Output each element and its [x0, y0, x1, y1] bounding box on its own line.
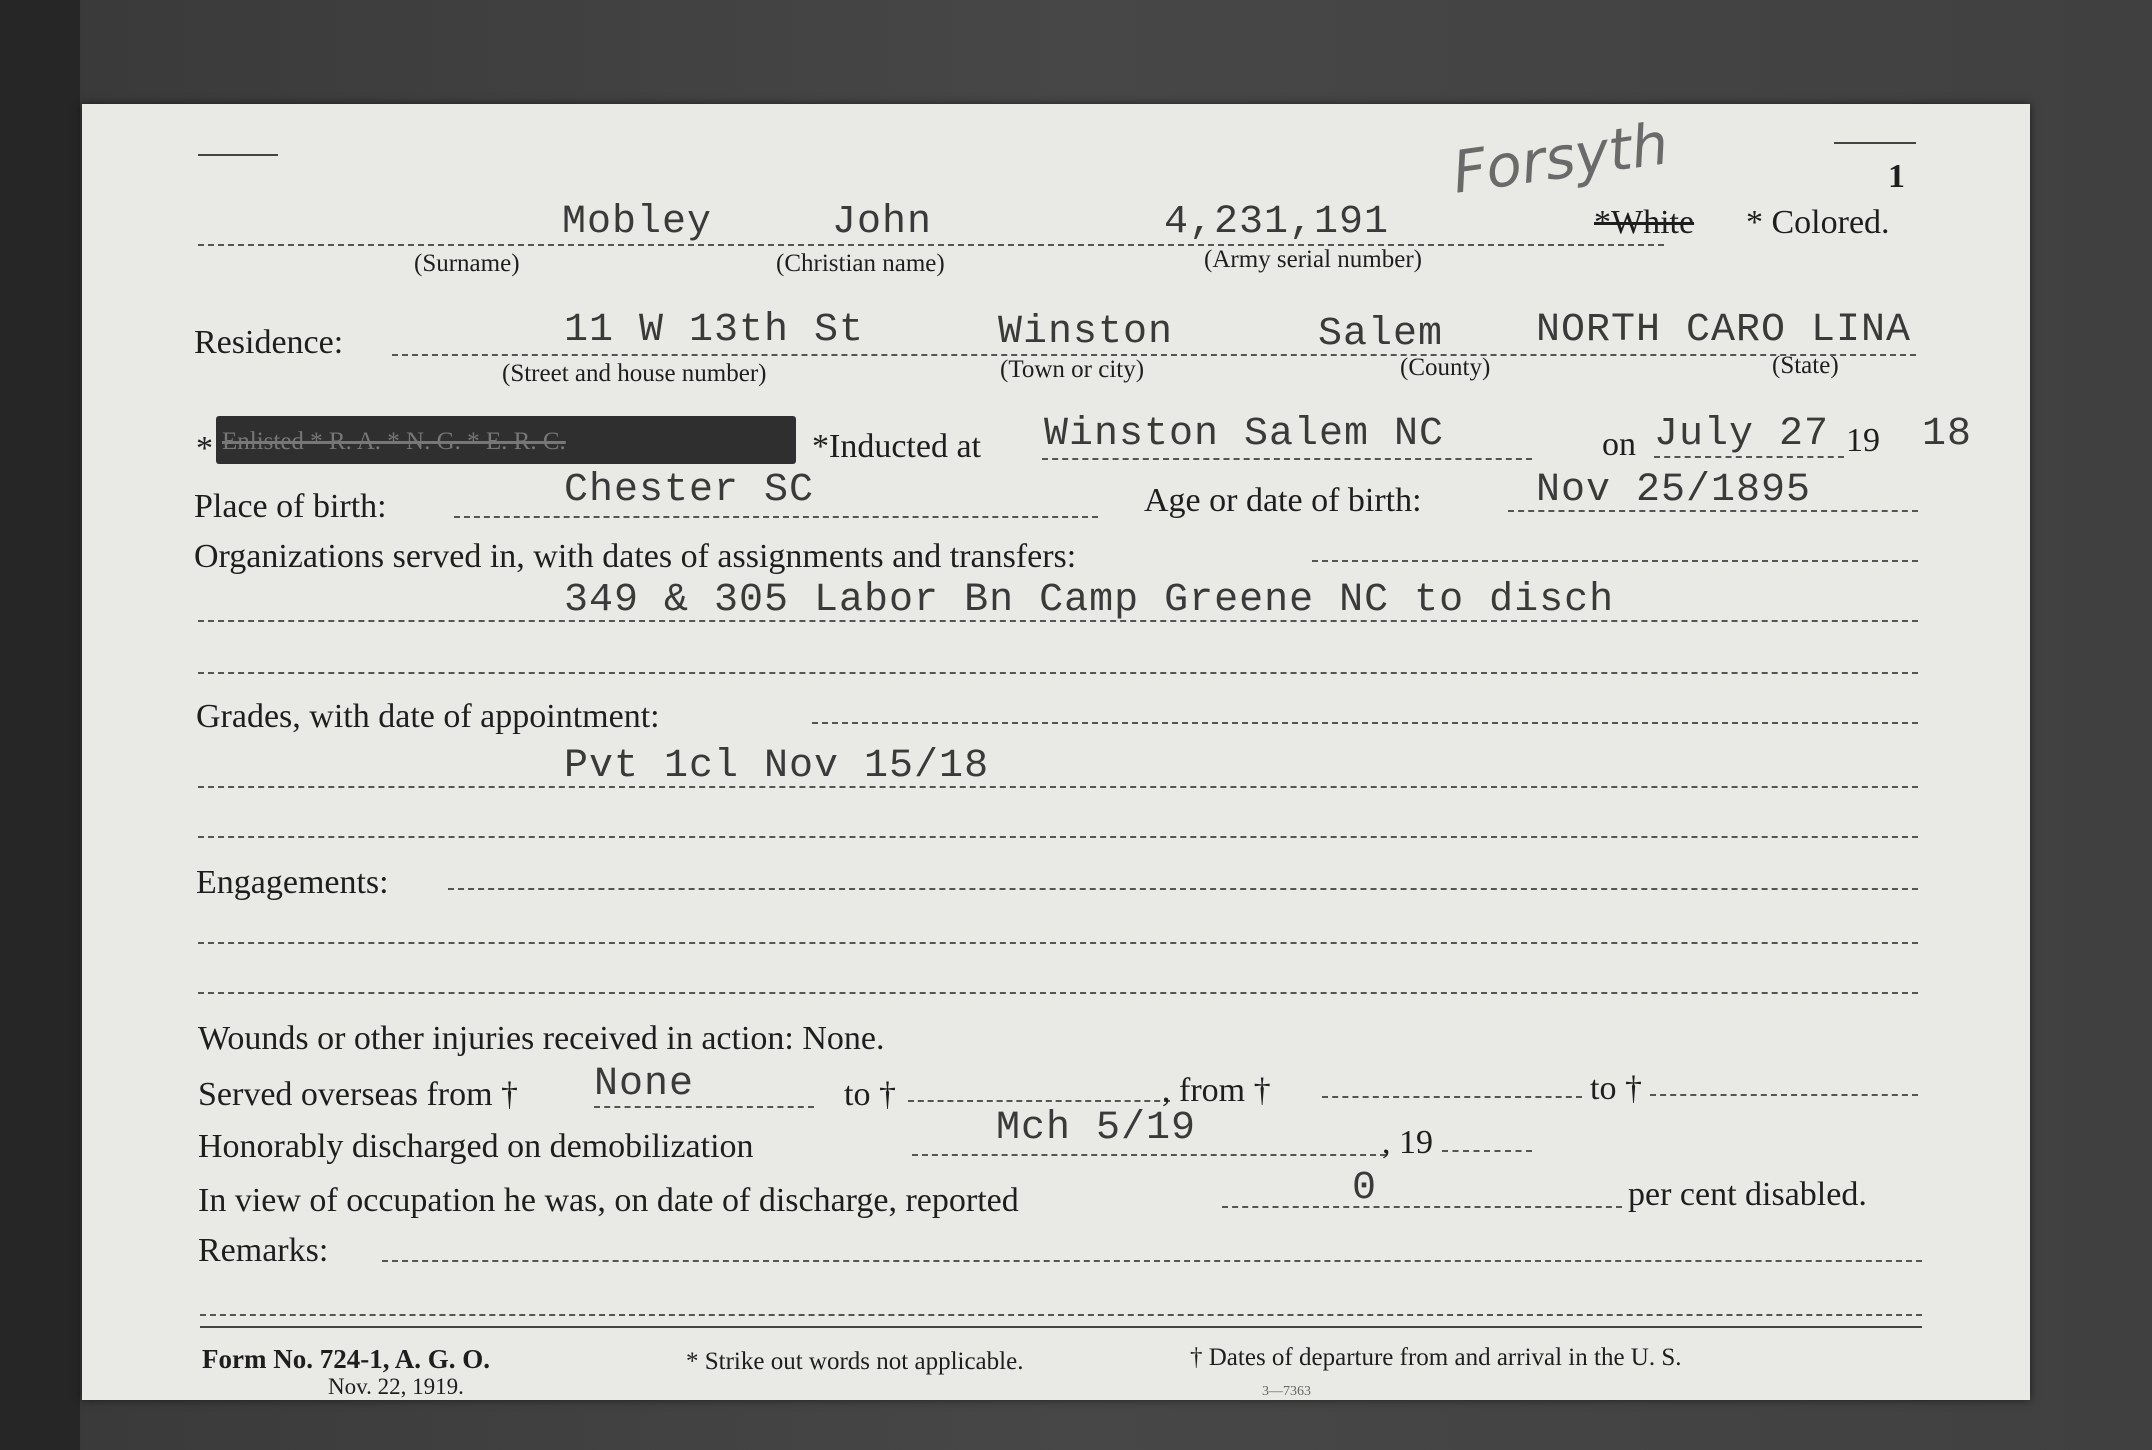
organizations-label: Organizations served in, with dates of assignments and transfers: — [194, 538, 1077, 575]
overseas-to-label: to † — [844, 1076, 896, 1113]
enlisted-asterisk: * — [196, 430, 213, 467]
wounds-label: Wounds or other injuries received in action: None. — [198, 1020, 885, 1057]
race-white-struck: *White — [1594, 204, 1695, 241]
year-prefix: 19 — [1846, 422, 1880, 459]
remarks-label: Remarks: — [198, 1232, 329, 1269]
printer-mark: 3—7363 — [1262, 1384, 1311, 1399]
inducted-place-value: Winston Salem NC — [1044, 412, 1445, 457]
induction-year-value: 18 — [1922, 412, 1973, 457]
surname-caption: (Surname) — [414, 250, 520, 277]
remarks-line-2 — [200, 1314, 1922, 1316]
card-number: 1 — [1888, 158, 1905, 195]
serial-number-value: 4,231,191 — [1164, 200, 1390, 245]
residence-county-value: Salem — [1318, 312, 1444, 357]
residence-label: Residence: — [194, 324, 344, 361]
disability-value: 0 — [1352, 1166, 1378, 1211]
discharge-label: Honorably discharged on demobilization — [198, 1128, 754, 1165]
residence-town-value: Winston — [998, 310, 1174, 355]
residence-street-value: 11 W 13th St — [564, 308, 865, 353]
disability-line — [1222, 1206, 1622, 1208]
handwritten-county: Forsyth — [1448, 109, 1673, 207]
overseas-from2-label: , from † — [1162, 1072, 1271, 1109]
engagements-line-2 — [198, 942, 1918, 944]
grades-line-1 — [812, 722, 1918, 724]
form-number: Form No. 724-1, A. G. O. — [202, 1344, 490, 1374]
scan-left-edge — [0, 0, 80, 1450]
discharge-line — [912, 1154, 1386, 1156]
induction-line — [1042, 458, 1532, 460]
engagements-line-1 — [448, 888, 1918, 890]
race-colored: * Colored. — [1746, 204, 1890, 241]
disability-suffix: per cent disabled. — [1628, 1176, 1867, 1213]
town-caption: (Town or city) — [1000, 356, 1145, 383]
overseas-from-line — [594, 1106, 814, 1108]
county-caption: (County) — [1400, 354, 1491, 381]
street-caption: (Street and house number) — [502, 360, 767, 387]
engagements-label: Engagements: — [196, 864, 389, 901]
induction-date-value: July 27 — [1654, 412, 1830, 457]
inducted-label: *Inducted at — [812, 428, 981, 465]
discharge-year-line — [1442, 1150, 1532, 1152]
organizations-line-2 — [198, 620, 1918, 622]
birth-place-label: Place of birth: — [194, 488, 387, 525]
residence-line — [392, 354, 1916, 356]
overseas-to2-label: to † — [1590, 1070, 1642, 1107]
corner-mark-right — [1834, 142, 1916, 144]
grades-line-2 — [198, 786, 1918, 788]
organizations-line-3 — [198, 672, 1918, 674]
dates-note: † Dates of departure from and arrival in the U. S. — [1190, 1344, 1682, 1371]
discharge-date-value: Mch 5/19 — [996, 1106, 1197, 1151]
birth-date-value: Nov 25/1895 — [1536, 468, 1812, 513]
enlisted-struck-text: Enlisted * R. A. * N. G. * E. R. C. — [222, 428, 566, 455]
corner-mark — [198, 154, 278, 156]
organizations-line-1 — [1312, 560, 1918, 562]
christian-name-caption: (Christian name) — [776, 250, 945, 277]
christian-name-value: John — [832, 200, 933, 245]
overseas-from-value: None — [594, 1062, 695, 1107]
birth-date-line — [1508, 510, 1918, 512]
surname-value: Mobley — [562, 200, 713, 245]
birth-place-value: Chester SC — [564, 468, 815, 513]
discharge-year-label: , 19 — [1382, 1124, 1433, 1161]
induction-date-line — [1654, 456, 1844, 458]
serial-number-caption: (Army serial number) — [1204, 246, 1422, 273]
birth-date-label: Age or date of birth: — [1144, 482, 1422, 519]
organizations-value: 349 & 305 Labor Bn Camp Greene NC to disch — [564, 578, 1615, 623]
grades-value: Pvt 1cl Nov 15/18 — [564, 744, 990, 789]
remarks-line-1 — [382, 1260, 1922, 1262]
grades-label: Grades, with date of appointment: — [196, 698, 660, 735]
overseas-to2-line — [1650, 1094, 1918, 1096]
overseas-to-line — [908, 1100, 1170, 1102]
name-line — [198, 244, 1664, 246]
form-date: Nov. 22, 1919. — [328, 1374, 464, 1399]
overseas-from2-line — [1322, 1096, 1582, 1098]
state-caption: (State) — [1772, 352, 1839, 379]
strike-note: * Strike out words not applicable. — [686, 1348, 1024, 1375]
footer-rule — [200, 1326, 1922, 1328]
engagements-line-3 — [198, 992, 1918, 994]
disability-label: In view of occupation he was, on date of discharge, reported — [198, 1182, 1019, 1219]
overseas-from-label: Served overseas from † — [198, 1076, 519, 1113]
grades-line-3 — [198, 836, 1918, 838]
birth-place-line — [454, 516, 1098, 518]
residence-state-value: NORTH CARO LINA — [1536, 308, 1912, 353]
service-record-card — [82, 104, 2030, 1400]
on-label: on — [1602, 426, 1636, 463]
